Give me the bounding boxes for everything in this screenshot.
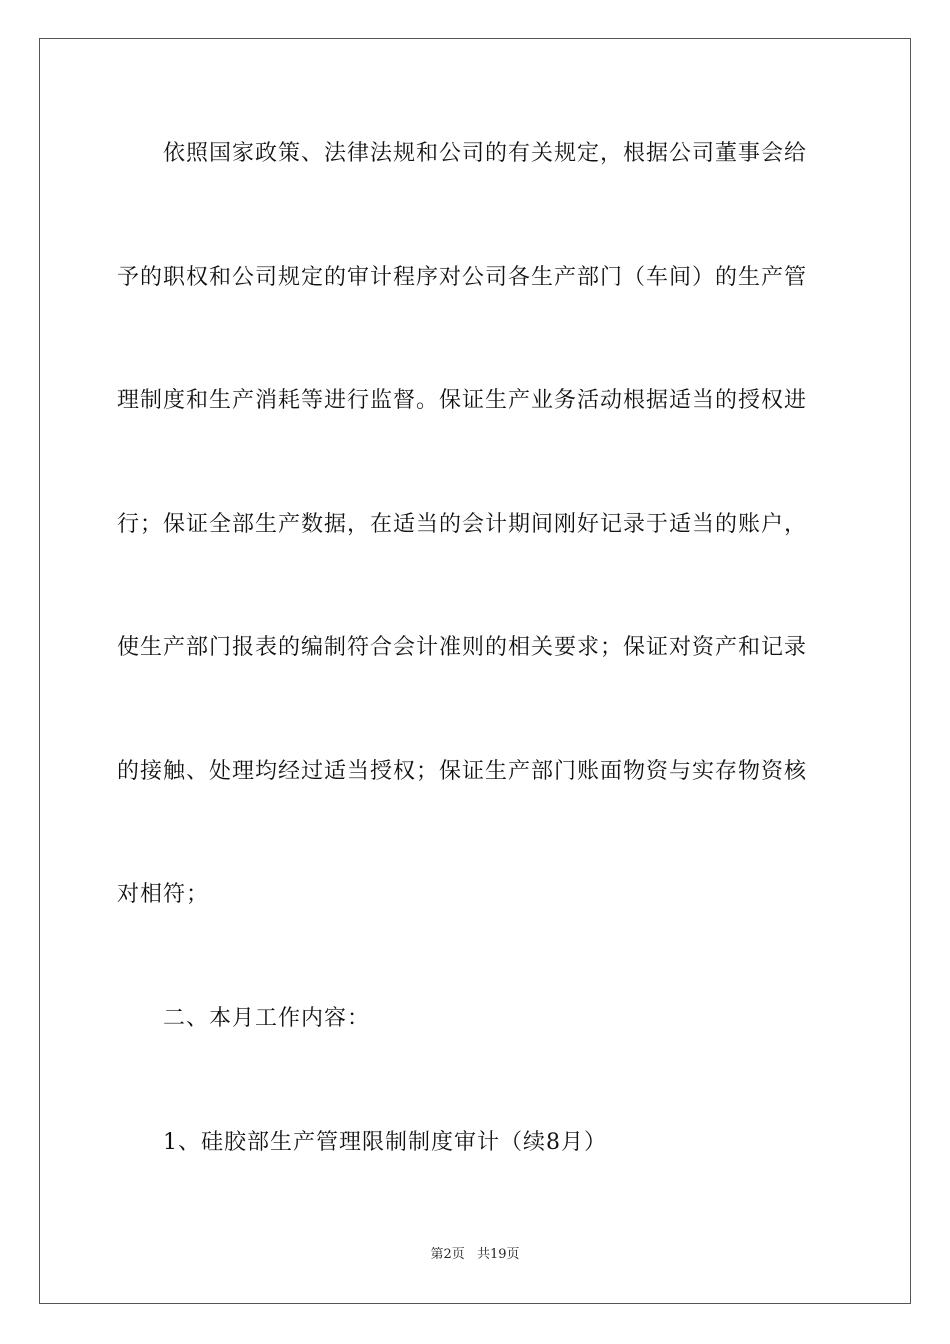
paragraph-line-7: 对相符； [117,882,210,907]
page-footer [0,1246,950,1264]
paragraph-line-5: 使生产部门报表的编制符合会计准则的相关要求；保证对资产和记录 [117,635,808,660]
total-pages: 共19页 [476,1247,520,1262]
paragraph-line-3: 理制度和生产消耗等进行监督。保证生产业务活动根据适当的授权进 [117,388,808,413]
list-item-1: 1、硅胶部生产管理限制制度审计（续8月） [163,1130,607,1155]
paragraph-line-2: 予的职权和公司规定的审计程序对公司各生产部门（车间）的生产管 [117,265,808,290]
paragraph-line-4: 行；保证全部生产数据，在适当的会计期间刚好记录于适当的账户， [117,512,808,537]
paragraph-line-1: 依照国家政策、法律法规和公司的有关规定，根据公司董事会给 [163,141,808,166]
paragraph-line-6: 的接触、处理均经过适当授权；保证生产部门账面物资与实存物资核 [117,759,808,784]
page-number: 第2页 [430,1247,465,1262]
page-border [39,38,911,1304]
section-heading: 二、本月工作内容： [163,1006,371,1031]
